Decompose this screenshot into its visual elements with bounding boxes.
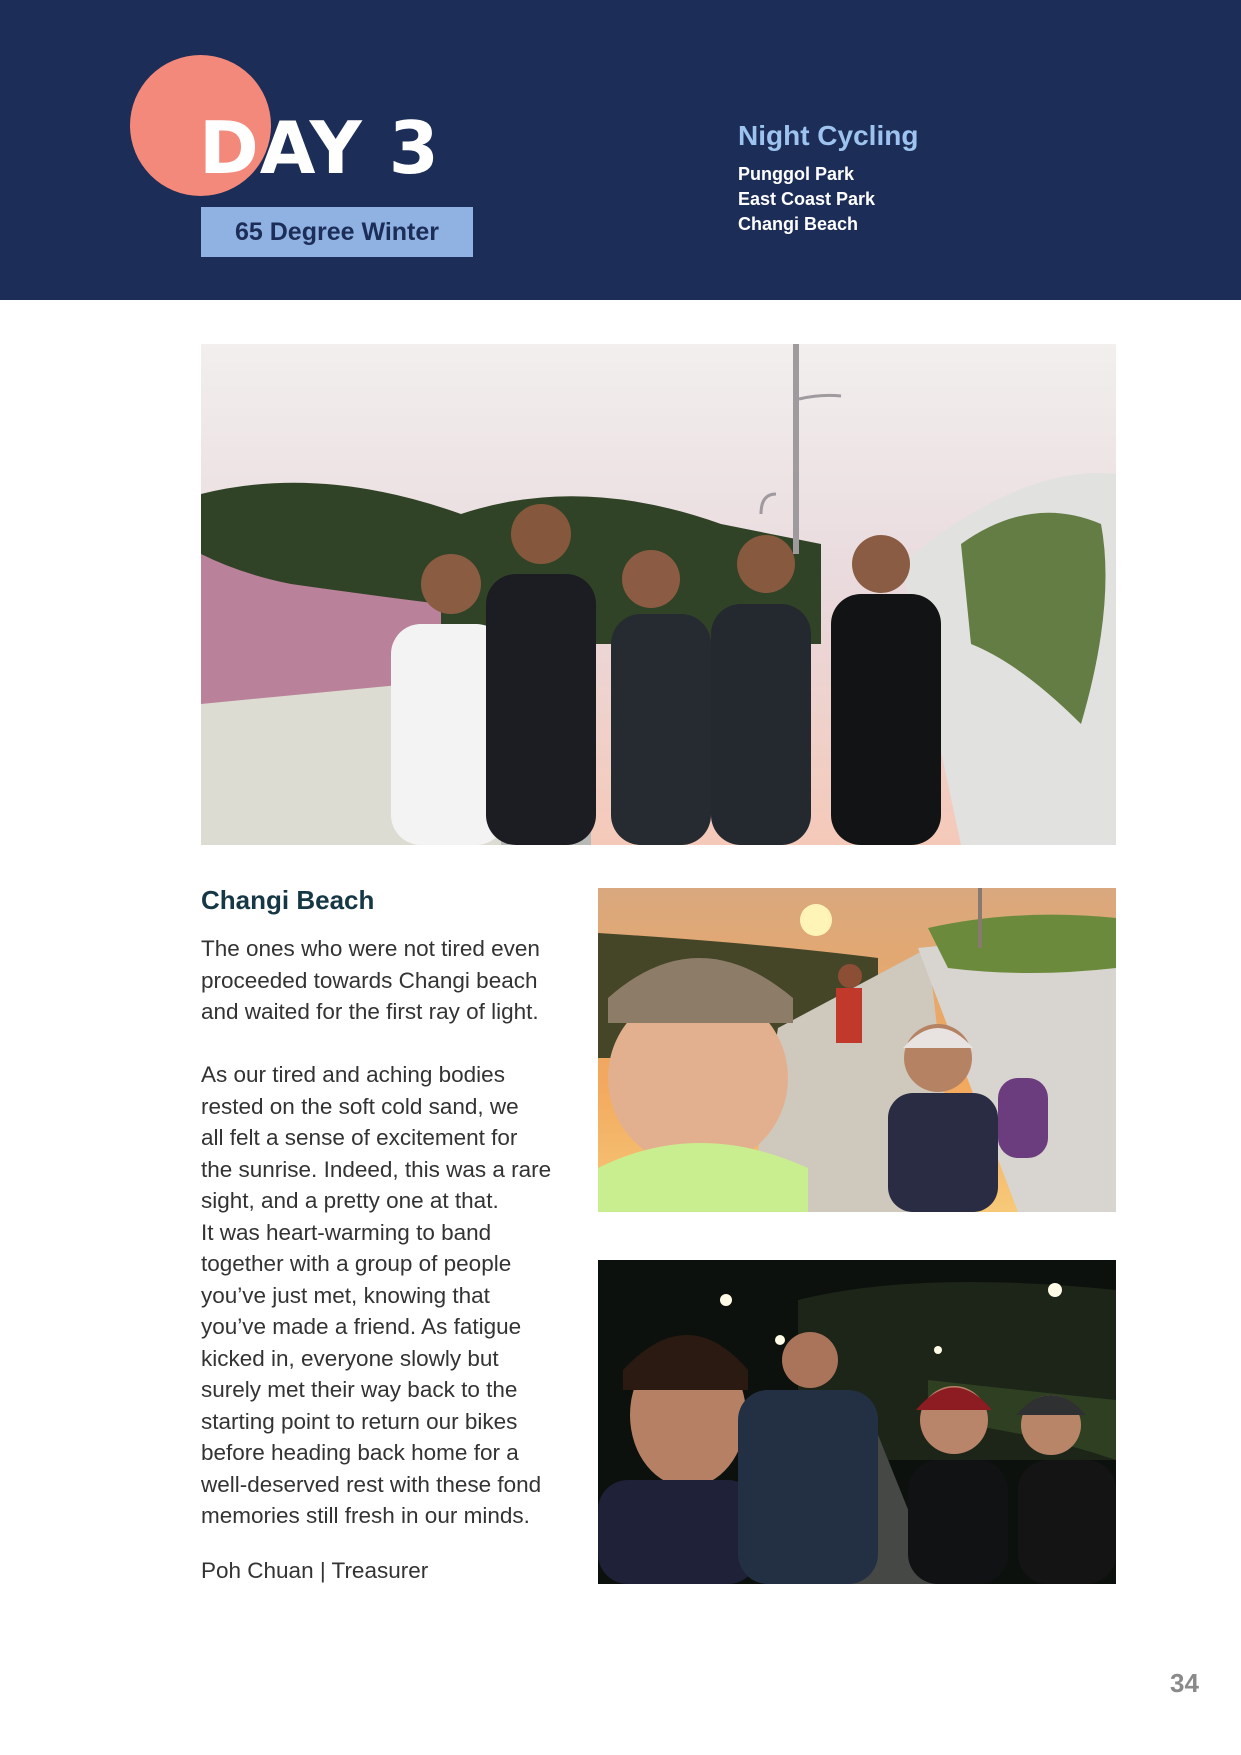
activity-title: Night Cycling: [738, 120, 919, 151]
page-number: 34: [1170, 1668, 1199, 1698]
header-banner: [0, 0, 1241, 300]
section-title: Changi Beach: [201, 885, 375, 915]
location-item: East Coast Park: [738, 189, 876, 209]
selfie-path-photo: [598, 888, 1116, 1212]
group-photo-dawn: [201, 344, 1116, 845]
author-byline: Poh Chuan | Treasurer: [201, 1558, 429, 1583]
location-item: Punggol Park: [738, 164, 855, 184]
location-item: Changi Beach: [738, 214, 859, 234]
location-list: [738, 162, 875, 237]
day-subtitle: 65 Degree Winter: [201, 207, 473, 257]
day-title: DAY 3: [199, 106, 440, 190]
article-body: The ones who were not tired even proceeded towards Changi beach and waited for the first ray of light. As our tired and aching bodies rested on the soft cold sand, we all felt a sense of excitement for the sunrise. Indeed, this was a rare sight, and a pretty one at that. It was heart-warming to band together with a group of people you’ve just met, knowing that you’ve made a friend. As fatigue kicked in, everyone slowly but surely met their way back to the starting point to return our bikes before heading back home for a well-deserved rest with these fond memories still fresh in our minds.: [201, 936, 552, 1528]
night-selfie-photo: [598, 1260, 1116, 1584]
